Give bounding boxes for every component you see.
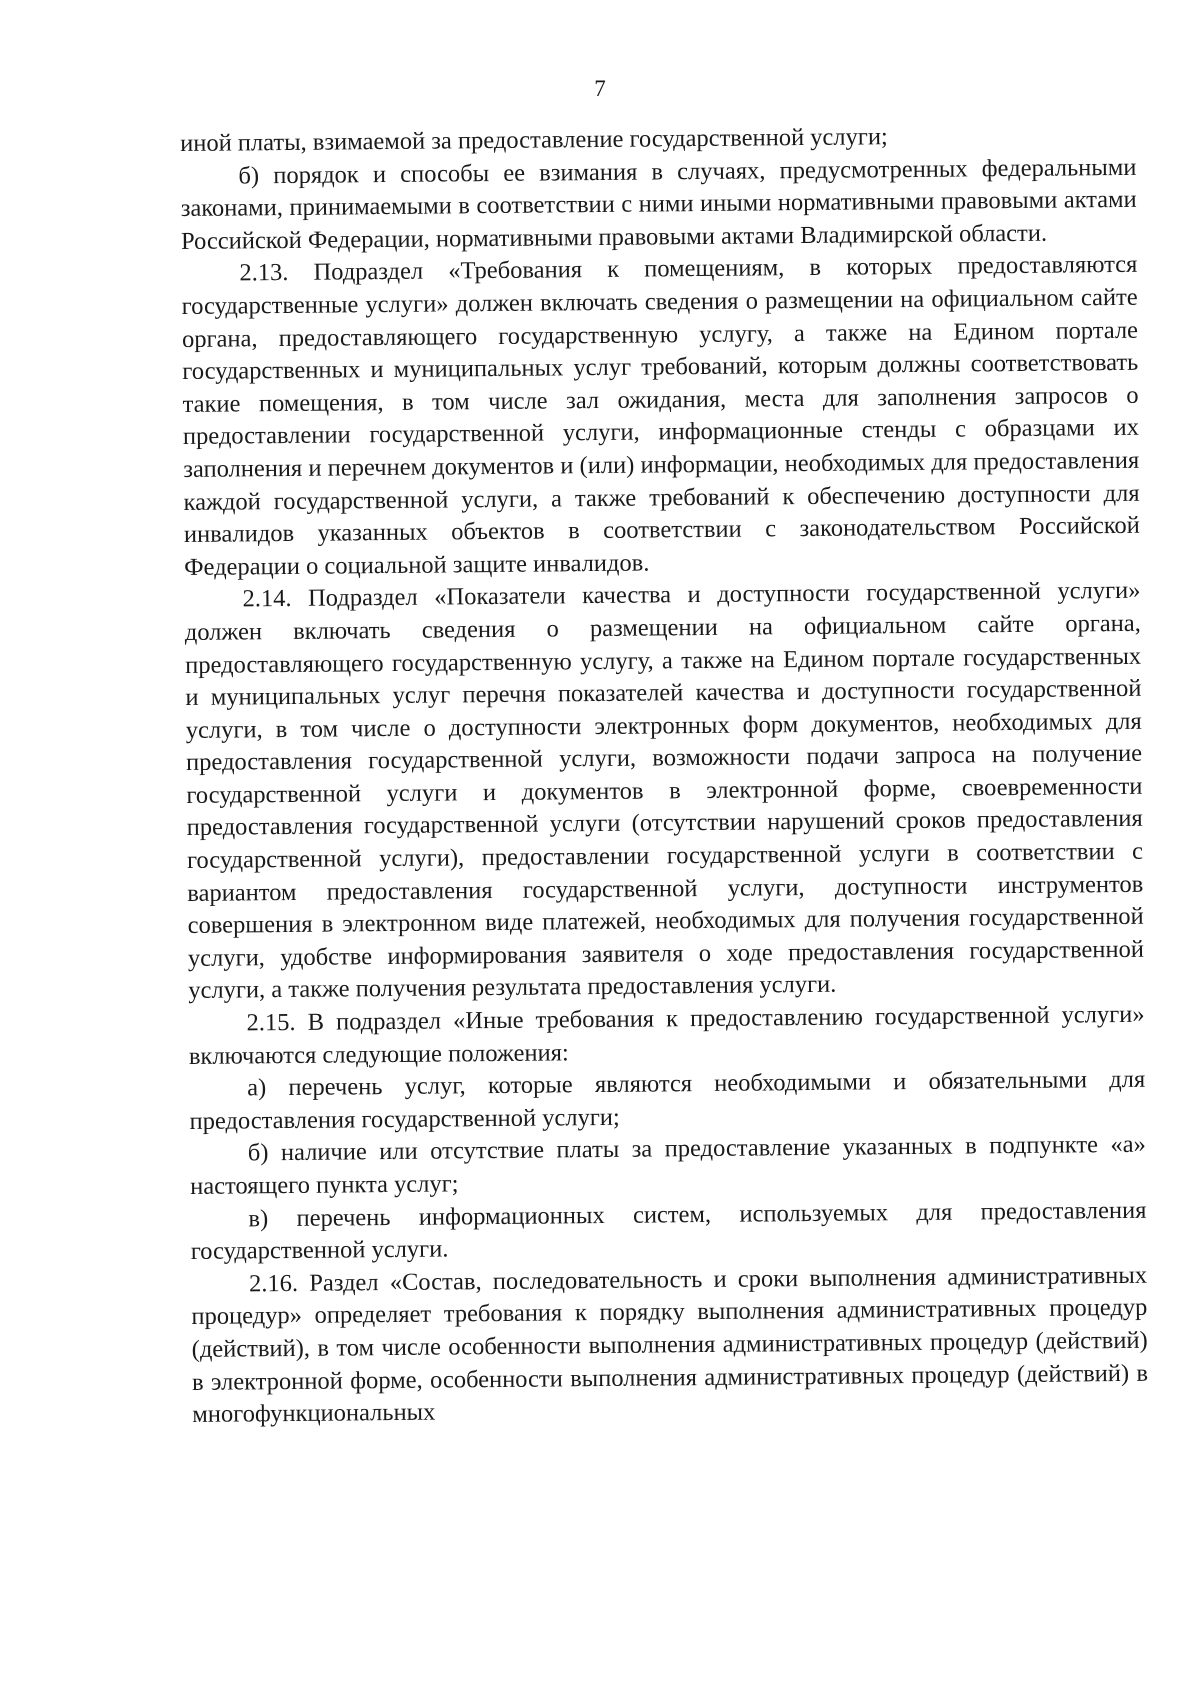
list-item-a-required-services: а) перечень услуг, которые являются необходимыми и обязательными для предоставления государственной услуги; [189, 1065, 1146, 1135]
paragraph-2-16-administrative-procedures: 2.16. Раздел «Состав, последовательность и сроки выполнения административных процедур» определяет требования к порядку выполнения административных процедур (действий), в том числе особенности выполнения административных процедур (действий) в электронной форме, особенности выполнения административных процедур (действий) в многофункциональных [191, 1261, 1149, 1429]
paragraph-2-13-premises: 2.13. Подраздел «Требования к помещениям, в которых предоставляются государственные услуги» должен включать сведения о размещении на официальном сайте органа, предоставляющего государственную услугу, а также на Едином портале государственных и муниципальных услуг требований, которым должны соответствовать такие помещения, в том числе зал ожидания, места для заполнения запросов о предоставлении государственной услуги, информационные стенды с образцами их заполнения и перечнем документов и (или) информации, необходимых для предоставления каждой государственной услуги, а также требований к обеспечению доступности для инвалидов указанных объектов в соответствии с законодательством Российской Федерации о социальной защите инвалидов. [181, 251, 1140, 581]
paragraph-fee-continuation: иной платы, взимаемой за предоставление государственной услуги; [180, 123, 888, 157]
paragraph-2-14-quality-indicators: 2.14. Подраздел «Показатели качества и доступности государственной услуги» должен включать сведения о размещении на официальном сайте органа, предоставляющего государственную услугу, а также на Едином портале государственных и муниципальных услуг перечня показателей качества и доступности государственной услуги, в том числе о доступности электронных форм документов, необходимых для предоставления государственной услуги, возможности подачи запроса на получение государственной услуги и документов в электронной форме, своевременности предоставления государственной услуги (отсутствии нарушений сроков предоставления государственной услуги), предоставлении государственной услуги в соответствии с вариантом предоставления государственной услуги, доступности инструментов совершения в электронном виде платежей, необходимых для получения государственной услуги, удобстве информирования заявителя о ходе предоставления государственной услуги, а также получения результата предоставления услуги. [184, 577, 1145, 1005]
list-item-c-information-systems: в) перечень информационных систем, используемых для предоставления государственной услуги. [190, 1196, 1147, 1266]
list-item-b-fee-presence: б) наличие или отсутствие платы за предоставление указанных в подпункте «а» настоящего пункта услуг; [190, 1131, 1146, 1200]
paragraph-collection-procedure: б) порядок и способы ее взимания в случаях, предусмотренных федеральными законами, принимаемыми в соответствии с ними иными нормативными правовыми актами Российской Федерации, нормативными правовыми актами Владимирской области. [180, 153, 1137, 255]
document-body [180, 119, 1148, 1432]
paragraph-2-15-other-requirements: 2.15. В подраздел «Иные требования к предоставлению государственной услуги» включаются следующие положения: [188, 1000, 1145, 1070]
page-number: 7 [594, 76, 606, 101]
